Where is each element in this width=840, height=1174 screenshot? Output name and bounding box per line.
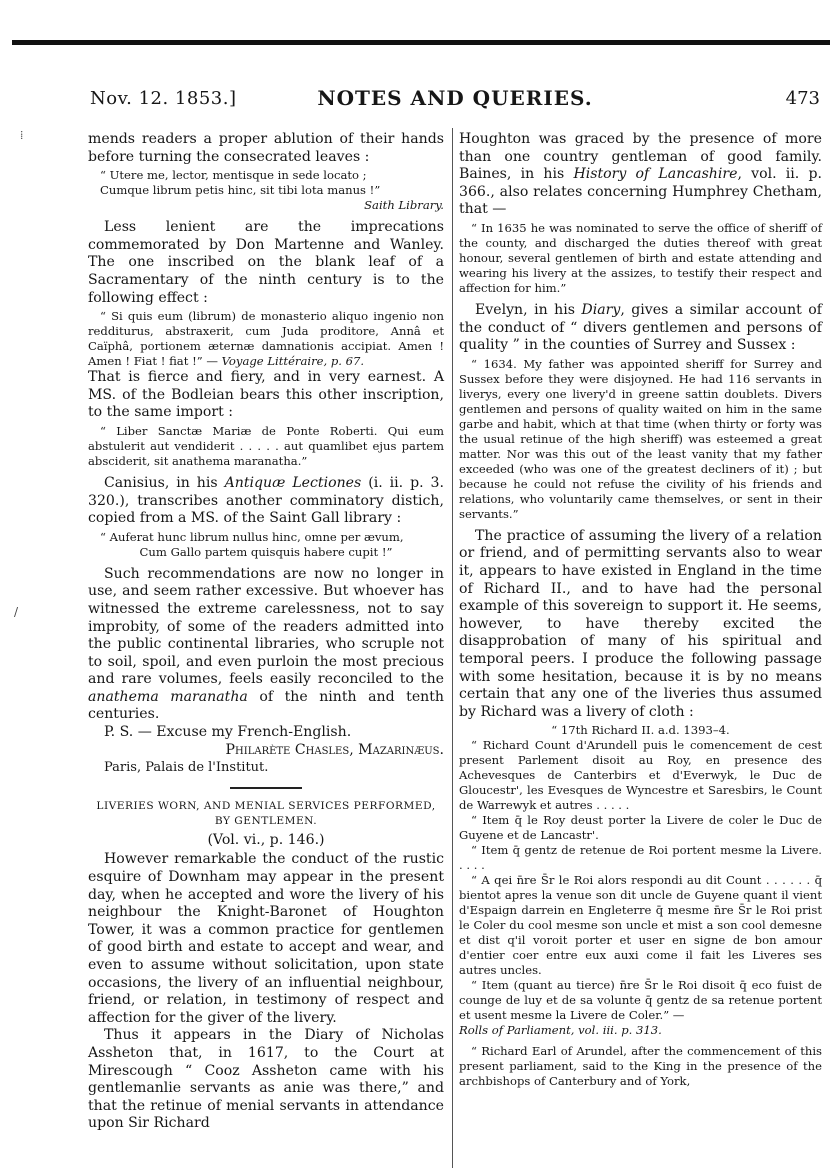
verse-line: Cumque librum petis hinc, sit tibi lota manus !” (100, 183, 381, 198)
verse-line: “ Utere me, lector, mentisque in sede locato ; (100, 168, 367, 183)
journal-title: NOTES AND QUERIES. (317, 86, 593, 110)
margin-tick: ⁞ (20, 128, 24, 142)
block-quote: “ In 1635 he was nominated to serve the office of sheriff of the county, and discharged the duties thereof with great honour, several gentlemen of birth and estate attending and wearing his livery at the assizes, to testify their respect and affection for him.” (459, 220, 822, 295)
author-location: Paris, Palais de l'Institut. (104, 760, 269, 776)
left-column (88, 131, 444, 1133)
block-quote: “ Richard Earl of Arundel, after the commencement of this present parliament, said to the King in the presence of the archbishops of Canterbury and of York, (459, 1044, 822, 1089)
quote-source: Rolls of Parliament, vol. iii. p. 313. (459, 1023, 662, 1038)
paragraph: Evelyn, in his Diary, gives a similar account of the conduct of “ divers gentlemen and persons of quality ” in the counties of Surrey and Sussex : (459, 301, 823, 354)
rolls-entry: “ Item q̄ gentz de retenue de Roi portent mesme la Livere. . . . . (459, 843, 822, 873)
paragraph: mends readers a proper ablution of their hands before turning the consecrated leaves : (88, 131, 444, 165)
paragraph: That is fierce and fiery, and in very earnest. A MS. of the Bodleian bears this other inscription, to the same import : (88, 369, 444, 421)
rolls-entry: “ A qei n̄re S̄r le Roi alors respondi au dit Count . . . . . . q̄ bientot apres la venue son dit uncle de Guyene quant il vient d'Espaign darrein en Engleterre q̄ mesme n̄re S̄r le Roi prist le Coler du cool mesme son uncle et mist a son cool demesne et dist q'il voroit porter et user en signe de bon amour d'entier coer entre eux auxi come il fait les Liveres ses autres uncles. (459, 873, 822, 978)
verse-line: Cum Gallo partem quisquis habere cupit !” (139, 544, 393, 559)
paragraph: The practice of assuming the livery of a relation or friend, and of permitting servants also to wear it, appears to have existed in England in the time of Richard II., and to have had the personal example of this sovereign to support it. He seems, however, to have thereby excited the disapprobation of many of his spiritual and temporal peers. I produce the following passage with some hesitation, because it is by no means certain that any one of the liveries thus assumed by Richard was a livery of cloth : (459, 527, 822, 720)
paragraph: Such recommendations are now no longer in use, and seem rather excessive. But whoever has witnessed the extreme carelessness, not to say improbity, of some of the readers admitted into the public continental libraries, who scruple not to soil, spoil, and even purloin the most precious and rare volumes, feels easily reconciled to the anathema maranatha of the ninth and tenth centuries. (88, 565, 444, 723)
rolls-quotation (459, 738, 822, 1038)
block-quote: “ 1634. My father was appointed sheriff for Surrey and Sussex before they were disjoyned. He had 116 servants in liverys, every one livery'd in greene sattin doublets. Divers gentlemen and persons of quality waited on him in the same garbe and habit, which at that time (when thirty or forty was the usual retinue of the high sheriff) was esteemed a great matter. Nor was this out of the least vanity that my father exceeded (who was one of the greatest decliners of it) ; but because he could not refuse the civility of his friends and relations, who voluntarily came themselves, or sent in their servants.” (459, 356, 822, 521)
rolls-entry: “ Item (quant au tierce) n̄re S̄r le Roi disoit q̄ eco fuist de counge de luy et de sa volunte q̄ gentz de sa retenue portent et usent mesme la Livere de Coler.” — (459, 978, 822, 1023)
rolls-heading: “ 17th Richard II. a.d. 1393–4. (551, 723, 730, 738)
article-title: LIVERIES WORN, AND MENIAL SERVICES PERFORMED, BY GENTLEMEN. (96, 799, 436, 827)
paragraph: However remarkable the conduct of the rustic esquire of Downham may appear in the present day, when he accepted and wore the livery of his neighbour the Knight-Baronet of Houghton Tower, it was a common practice for gentlemen of good birth and estate to accept and wear, and even to assume without solicitation, upon state occasions, the livery of an influential neighbour, friend, or relation, in testimony of respect and affection for the giver of the livery. (88, 851, 444, 1026)
postscript: P. S. — Excuse my French-English. (104, 724, 352, 741)
right-column (459, 131, 822, 1089)
block-quote: “ Liber Sanctæ Mariæ de Ponte Roberti. Qui eum abstulerit aut vendiderit . . . . . aut quamlibet ejus partem absciderit, sit anathema maranatha.” (88, 423, 444, 468)
issue-date: Nov. 12. 1853.] (90, 88, 237, 109)
paragraph: Canisius, in his Antiquæ Lectiones (i. ii. p. 3. 320.), transcribes another comminatory distich, copied from a MS. of the Saint Gall library : (88, 474, 445, 527)
running-header (90, 88, 820, 114)
author-signature: Philarète Chasles, Mazarinæus. (225, 741, 444, 758)
block-quote: “ Si quis eum (librum) de monasterio aliquo ingenio non redditurus, abstraxerit, cum Juda proditore, Annâ et Caïphâ, portionem æternæ damnationis accipiat. Amen ! Amen ! Fiat ! fiat !” — Voyage Littéraire, p. 67. (88, 309, 444, 369)
paragraph: Thus it appears in the Diary of Nicholas Assheton that, in 1617, to the Court at Mirescough “ Cooz Assheton came with his gentlemanlie servants as anie was there,” and that the retinue of menial servants in attendance upon Sir Richard (88, 1027, 444, 1132)
column-divider (452, 128, 453, 1168)
paragraph: Less lenient are the imprecations commemorated by Don Martenne and Wanley. The one inscribed on the blank leaf of a Sacramentary of the ninth century is to the following effect : (88, 219, 444, 306)
verse-line: “ Auferat hunc librum nullus hinc, omne per ævum, (100, 529, 404, 544)
quote-source: Saith Library. (364, 198, 444, 213)
page-number: 473 (785, 88, 820, 109)
article-reference: (Vol. vi., p. 146.) (207, 831, 325, 848)
margin-tick: / (14, 605, 19, 619)
paragraph: Houghton was graced by the presence of more than one country gentleman of good family. Baines, in his History of Lancashire, vol. ii. p. 366., also relates concerning Humphrey Chetham, that — (459, 131, 823, 218)
rolls-entry: “ Richard Count d'Arundell puis le comencement de cest present Parlement disoit au Roy, en presence des Achevesques de Canterbirs et d'Everwyk, le Duc de Gloucestr', les Evesques de Wyncestre et Saresbirs, le Count de Warrewyk et autres . . . . . (459, 738, 822, 813)
verse-block (88, 168, 444, 213)
rolls-entry: “ Item q̄ le Roy deust porter la Livere de coler le Duc de Guyene et de Lancastr'. (459, 813, 822, 843)
verse-block (88, 530, 444, 560)
top-rule (12, 40, 830, 45)
